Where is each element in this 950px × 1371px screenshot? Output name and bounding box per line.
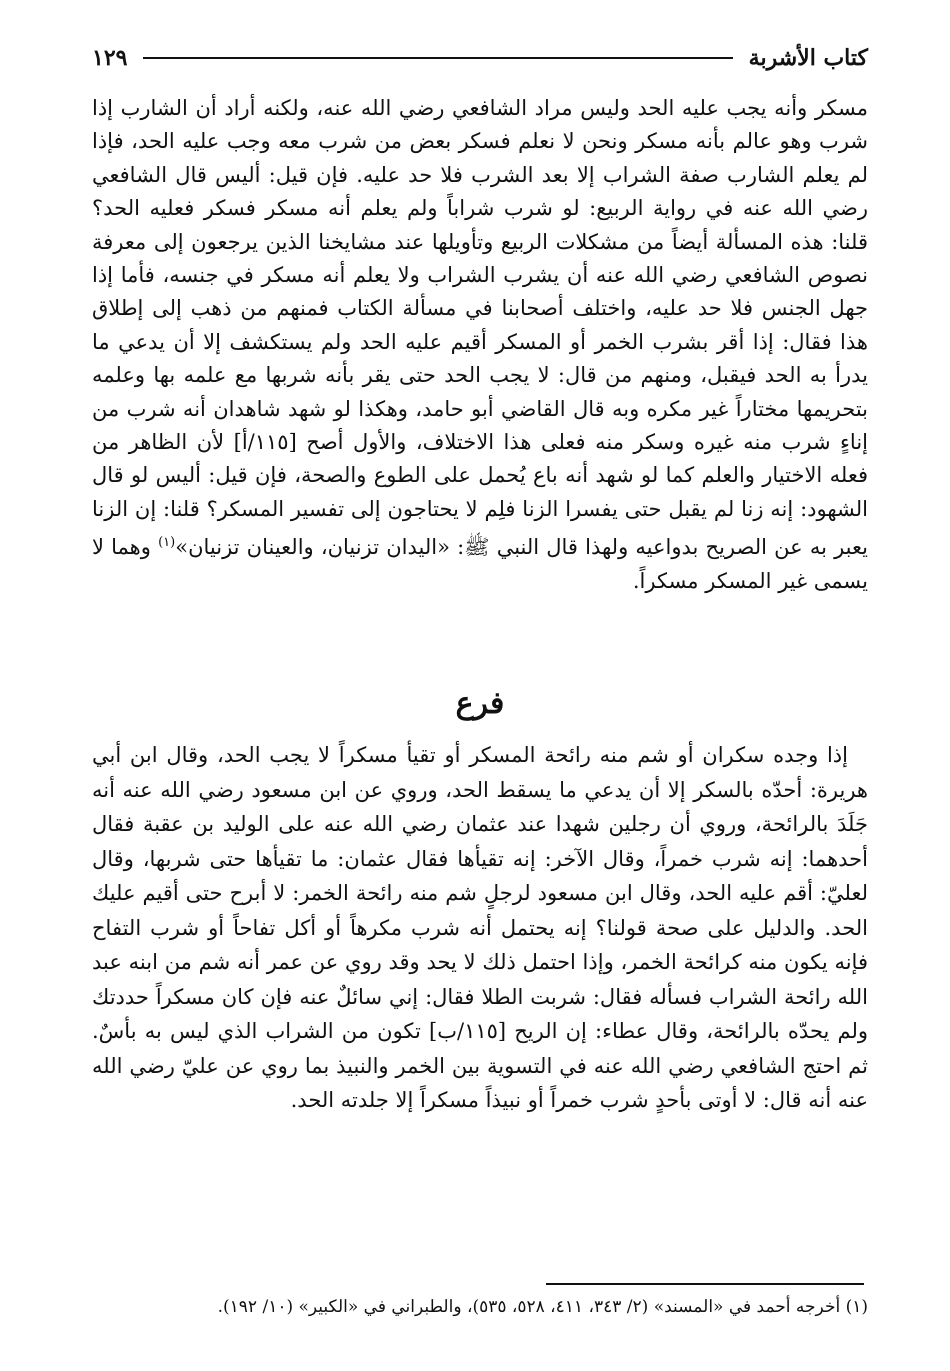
footnote-separator (546, 1283, 864, 1285)
footnote-marker: (١) (158, 535, 176, 551)
main-text-block (92, 92, 868, 598)
page-number: ١٢٩ (92, 45, 128, 71)
paragraph-text: مسكر وأنه يجب عليه الحد وليس مراد الشافعي رضي الله عنه، ولكنه أراد أن الشارب إذا شرب وهو عالم بأنه مسكر ونحن لا نعلم فسكر بعض من شرب معه وجب عليه الحد، فإذا لم يعلم الشارب صفة الشراب إلا بعد الشرب فلا حد عليه. فإن قيل: أليس قال الشافعي رضي الله عنه في رواية الربيع: لو شرب شراباً ولم يعلم أنه مسكر فسكر فعليه الحد؟ قلنا: هذه المسألة أيضاً من مشكلات الربيع وتأويلها عند مشايخنا الذين يرجعون إلى معرفة نصوص الشافعي رضي الله عنه أن يشرب الشراب ولا يعلم أنه مسكر في جنسه، فأما إذا جهل الجنس فلا حد عليه، واختلف أصحابنا في مسألة الكتاب فمنهم من ذهب إلى إطلاق هذا فقال: إذا أقر بشرب الخمر أو المسكر أقيم عليه الحد ولم يستكشف إلا أن يدعي ما يدرأ به الحد فيقبل، ومنهم من قال: لا يجب الحد حتى يقر بأنه شربها مع علمه بها وعلمه بتحريمها مختاراً غير مكره وبه قال القاضي أبو حامد، وهكذا لو شهد شاهدان أنه شرب من إناءٍ شرب منه غيره وسكر منه فعلى هذا الاختلاف، والأول أصح [١١٥/أ] لأن الظاهر من فعله الاختيار والعلم كما لو شهد أنه باع يُحمل على الطوع والصحة، فإن قيل: أليس لو قال الشهود: إنه زنا لم يقبل حتى يفسرا الزنا فلِم لا يحتاجون إلى تفسير المسكر؟ قلنا: إن الزنا يعبر به عن الصريح بدواعيه ولهذا قال النبي ﷺ: «اليدان تزنيان، والعينان تزنيان» (92, 96, 868, 560)
paragraph (92, 92, 868, 598)
header-rule (143, 57, 732, 59)
paragraph: إذا وجده سكران أو شم منه رائحة المسكر أو تقيأ مسكراً لا يجب الحد، وقال ابن أبي هريرة: أحدّه بالسكر إلا أن يدعي ما يسقط الحد، وروي عن ابن مسعود رضي الله عنه أنه جَلَدَ بالرائحة، وروي أن رجلين شهدا عند عثمان رضي الله عنه على الوليد بن عقبة فقال أحدهما: إنه شرب خمراً، وقال الآخر: إنه تقيأها فقال عثمان: ما تقيأها حتى شربها، وقال لعليّ: أقم عليه الحد، وقال ابن مسعود لرجلٍ شم منه رائحة الخمر: لا أبرح حتى أقيم عليك الحد. والدليل على صحة قولنا؟ إنه يحتمل أنه شرب مكرهاً أو أكل تفاحاً أو شرب التفاح فإنه يكون منه كرائحة الخمر، وإذا احتمل ذلك لا يحد وقد روي عن عمر أنه شم من ابنه عبد الله رائحة الشراب فسأله فقال: شربت الطلا فقال: إني سائلٌ عنه فإن كان مسكراً حددتك ولم يحدّه بالرائحة، وقال عطاء: إن الريح [١١٥/ب] تكون من الشراب الذي ليس به بأسٌ. ثم احتج الشافعي رضي الله عنه في التسوية بين الخمر والنبيذ بما روي عن عليّ رضي الله عنه أنه قال: لا أوتى بأحدٍ شرب خمراً أو نبيذاً مسكراً إلا جلدته الحد. (92, 743, 869, 1112)
section-text-block (92, 738, 868, 1118)
page-header (92, 38, 868, 78)
paragraph-text-continued: وهما لا يسمى غير المسكر مسكراً. (92, 535, 868, 593)
footnote: (١) أخرجه أحمد في «المسند» (٢/ ٣٤٣، ٤١١، ٥٢٨، ٥٣٥)، والطبراني في «الكبير» (١٠/ ١٩٢). (217, 1297, 868, 1317)
running-title: كتاب الأشربة (748, 45, 868, 71)
section-heading: فرع (455, 686, 505, 721)
